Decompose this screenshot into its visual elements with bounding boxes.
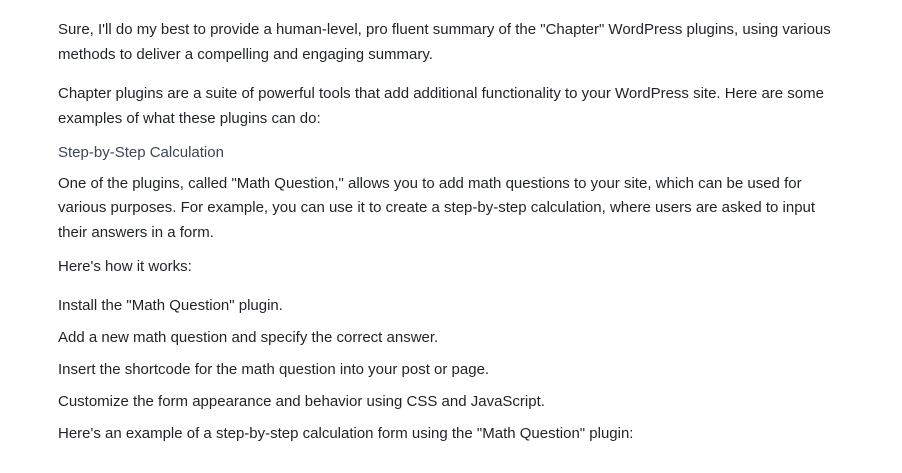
chat-message <box>58 18 848 446</box>
step-item: Add a new math question and specify the correct answer. <box>58 328 439 346</box>
steps-list <box>58 294 848 415</box>
how-it-works-label: Here's how it works: <box>58 258 192 275</box>
math-question-paragraph: One of the plugins, called "Math Question," allows you to add math questions to your site, which can be used for various purposes. For example, you can use it to create a step-by-step calculation, where users are asked to input their answers in a form. <box>58 174 816 241</box>
step-item: Customize the form appearance and behavior using CSS and JavaScript. <box>58 392 545 410</box>
step-item: Insert the shortcode for the math question into your post or page. <box>58 360 490 378</box>
intro-paragraph: Sure, I'll do my best to provide a human-level, pro fluent summary of the "Chapter" WordPress plugins, using various methods to deliver a compelling and engaging summary. <box>58 21 831 63</box>
section-heading: Step-by-Step Calculation <box>58 144 224 161</box>
plugins-overview-paragraph: Chapter plugins are a suite of powerful tools that add additional functionality to your WordPress site. Here are some examples of what these plugins can do: <box>58 85 824 127</box>
example-intro-paragraph: Here's an example of a step-by-step calculation form using the "Math Question" plugin: <box>58 424 634 442</box>
step-item: Install the "Math Question" plugin. <box>58 296 283 314</box>
